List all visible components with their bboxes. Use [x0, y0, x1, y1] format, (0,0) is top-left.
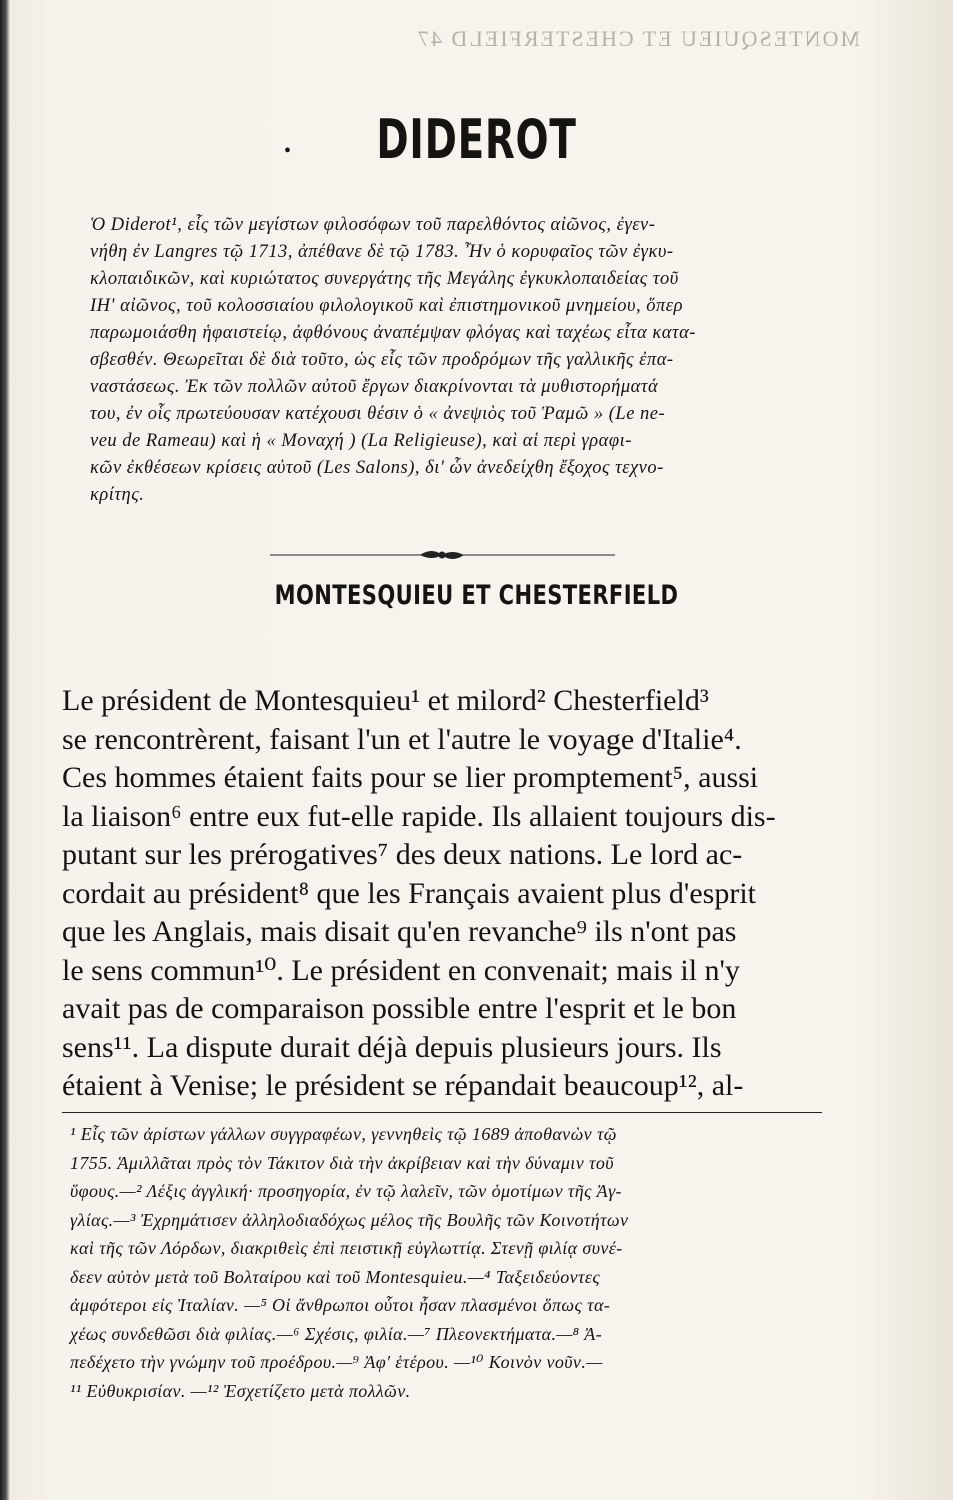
french-line: Ces hommes étaient faits pour se lier promptement⁵, aussi — [62, 761, 759, 794]
greek-line: veu de Rameau) καὶ ἡ « Μοναχή ) (La Religieuse), καὶ αἱ περὶ γραφι- — [90, 431, 632, 451]
scan-edge — [0, 0, 10, 1500]
divider-ornament — [270, 547, 615, 563]
footnote-line: ἀμφότεροι εἰς Ἰταλίαν. —⁵ Οἱ ἄνθρωποι οὗτοι ἦσαν πλασμένοι ὅπως τα- — [70, 1295, 611, 1315]
footnote-line: δεεν αὐτὸν μετὰ τοῦ Βολταίρου καὶ τοῦ Montesquieu.—⁴ Ταξειδεύοντες — [70, 1266, 601, 1287]
footnotes — [70, 1120, 818, 1405]
greek-line: κῶν ἐκθέσεων κρίσεις αὐτοῦ (Les Salons), δι' ὧν ἀνεδείχθη ἔξοχος τεχνο- — [90, 458, 664, 478]
footnote-line: χέως συνδεθῶσι διὰ φιλίας.—⁶ Σχέσις, φιλία.—⁷ Πλεονεκτήματα.—⁸ Ἀ- — [70, 1323, 603, 1344]
footnote-rule — [62, 1112, 822, 1113]
greek-line: νήθη ἐν Langres τῷ 1713, ἀπέθανε δὲ τῷ 1783. Ἦν ὁ κορυφαῖος τῶν ἐγκυ- — [90, 242, 674, 262]
french-line: le sens commun¹⁰. Le président en convenait; mais il n'y — [62, 953, 740, 987]
greek-line: ΙΗ' αἰῶνος, τοῦ κολοσσιαίου φιλολογικοῦ καὶ ἐπιστημονικοῦ μνημείου, ὅπερ — [90, 296, 683, 316]
footnote-line: ¹ Εἷς τῶν ἀρίστων γάλλων συγγραφέων, γεννηθεὶς τῷ 1689 ἀποθανὼν τῷ — [70, 1124, 617, 1144]
footnote-line: καὶ τῆς τῶν Λόρδων, διακριθεὶς ἐπὶ πειστικῇ εὐγλωττίᾳ. Στενῇ φιλίᾳ συνέ- — [70, 1238, 623, 1258]
footnote-line: γλίας.—³ Ἐχρημάτισεν ἀλληλοδιαδόχως μέλος τῆς Βουλῆς τῶν Κοινοτήτων — [70, 1209, 629, 1230]
french-line: avait pas de comparaison possible entre l'esprit et le bon — [62, 992, 737, 1025]
bleed-through-header: MONTESQUIEU ET CHESTERFIELD 47 — [416, 26, 860, 51]
greek-line: παρωμοιάσθη ἡφαιστείῳ, ἀφθόνους ἀναπέμψαν φλόγας καὶ ταχέως εἶτα κατα- — [90, 323, 696, 343]
title-bullet: • — [284, 140, 292, 162]
french-line: se rencontrèrent, faisant l'un et l'autre le voyage d'Italie⁴. — [62, 722, 742, 756]
footnote-line: 1755. Ἁμιλλᾶται πρὸς τὸν Τάκιτον διὰ τὴν ἀκρίβειαν καὶ τὴν δύναμιν τοῦ — [70, 1152, 614, 1173]
greek-line: κλοπαιδικῶν, καὶ κυριώτατος συνεργάτης τῆς Μεγάλης ἐγκυκλοπαιδείας τοῦ — [90, 269, 679, 289]
greek-paragraph — [90, 212, 802, 509]
french-line: putant sur les prérogatives⁷ des deux nations. Le lord ac- — [62, 838, 743, 871]
french-line: étaient à Venise; le président se répandait beaucoup¹², al- — [62, 1069, 744, 1102]
french-line: sens¹¹. La dispute durait déjà depuis plusieurs jours. Ils — [62, 1030, 722, 1064]
footnote-line: ¹¹ Εὐθυκρισίαν. —¹² Ἐσχετίζετο μετὰ πολλῶν. — [70, 1380, 411, 1401]
section-title-diderot: DIDEROT — [376, 108, 577, 171]
section-title-montesquieu: MONTESQUIEU ET CHESTERFIELD — [274, 580, 679, 611]
greek-line: του, ἐν οἷς πρωτεύουσαν κατέχουσι θέσιν ὁ « ἀνεψιὸς τοῦ Ῥαμῶ » (Le ne- — [90, 404, 666, 424]
french-line: Le président de Montesquieu¹ et milord² Chesterfield³ — [62, 684, 709, 717]
french-line: la liaison⁶ entre eux fut-elle rapide. Ils allaient toujours dis- — [62, 799, 776, 833]
french-paragraph — [62, 682, 822, 1106]
greek-line: ναστάσεως. Ἐκ τῶν πολλῶν αὐτοῦ ἔργων διακρίνονται τὰ μυθιστορήματά — [90, 377, 659, 397]
greek-line: κρίτης. — [90, 485, 145, 505]
greek-line: Ὁ Diderot¹, εἷς τῶν μεγίστων φιλοσόφων τοῦ παρελθόντος αἰῶνος, ἐγεν- — [90, 215, 656, 235]
french-line: que les Anglais, mais disait qu'en revanche⁹ ils n'ont pas — [62, 915, 737, 948]
greek-line: σβεσθέν. Θεωρεῖται δὲ διὰ τοῦτο, ὡς εἷς τῶν προδρόμων τῆς γαλλικῆς ἐπα- — [90, 350, 674, 370]
french-line: cordait au président⁸ que les Français avaient plus d'esprit — [62, 876, 756, 910]
footnote-line: πεδέχετο τὴν γνώμην τοῦ προέδρου.—⁹ Ἀφ' ἑτέρου. —¹⁰ Κοινὸν νοῦν.— — [70, 1352, 603, 1372]
footnote-line: ὕφους.—² Λέξις ἀγγλική· προσηγορία, ἐν τῷ λαλεῖν, τῶν ὁμοτίμων τῆς Ἀγ- — [70, 1181, 622, 1201]
